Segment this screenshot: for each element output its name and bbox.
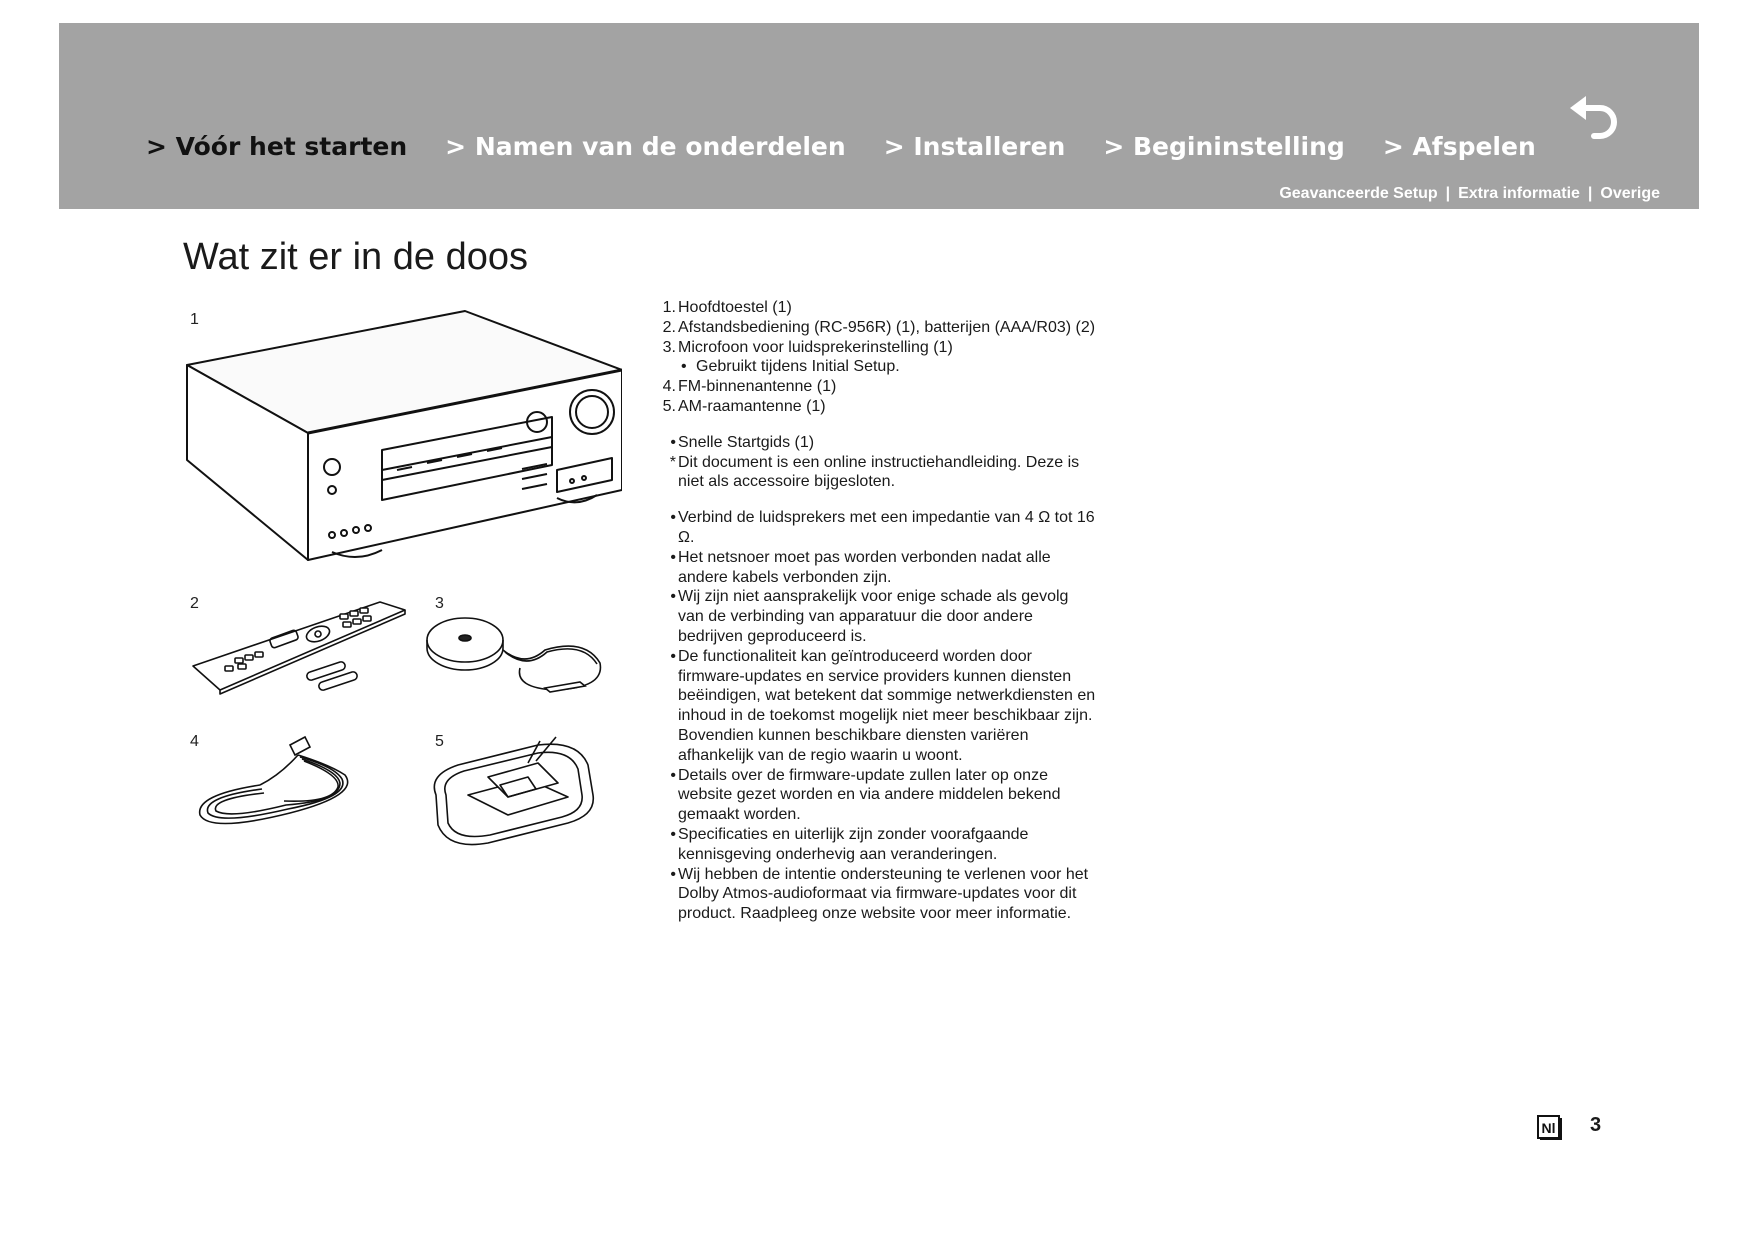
note-item: • Verbind de luidsprekers met een impedantie van 4 Ω tot 16 Ω. xyxy=(670,509,1095,546)
note-item: • De functionaliteit kan geïntroduceerd worden door firmware-updates en service providers kunnen diensten beëindigen, wat betekent dat sommige netwerkdiensten en inhoud in de toekomst mogelijk niet meer beschikbaar zijn. Bovendien kunnen beschikbare diensten variëren afhankelijk van de regio waarin u woont. xyxy=(670,647,1096,764)
av-receiver-illustration xyxy=(182,305,622,567)
language-badge xyxy=(1537,1115,1563,1141)
remote-control-illustration xyxy=(190,598,410,698)
return-arrow-icon[interactable] xyxy=(1568,96,1620,140)
footnote: * Dit document is een online instructiehandleiding. Deze is niet als accessoire bijgesloten. xyxy=(669,453,1080,491)
page-title: Wat zit er in de doos xyxy=(183,236,528,278)
figure-label-2: 2 xyxy=(190,595,199,612)
note-item: • Wij zijn niet aansprakelijk voor enige schade als gevolg van de verbinding van apparatuur die door andere bedrijven geproduceerd is. xyxy=(670,588,1069,645)
main-nav xyxy=(146,132,1536,161)
subnav-extra-informatie[interactable]: Extra informatie xyxy=(1458,185,1580,202)
subnav-separator: | xyxy=(1587,185,1593,202)
page-number: 3 xyxy=(1590,1114,1602,1136)
language-badge-label: Nl xyxy=(1541,1120,1556,1136)
list-subitem: • Gebruikt tijdens Initial Setup. xyxy=(681,358,900,376)
note-item: • Wij hebben de intentie ondersteuning te verlenen voor het Dolby Atmos-audioformaat via firmware-updates voor dit product. Raadpleeg onze website voor meer informatie. xyxy=(670,865,1089,923)
list-item: 3. Microfoon voor luidsprekerinstelling (1) xyxy=(662,338,953,356)
header-bar xyxy=(59,23,1699,209)
extra-item: • Snelle Startgids (1) xyxy=(670,433,815,451)
figure-label-1: 1 xyxy=(190,311,199,328)
figure-label-5: 5 xyxy=(435,733,444,750)
subnav-geavanceerde-setup[interactable]: Geavanceerde Setup xyxy=(1279,185,1438,202)
am-loop-antenna-illustration xyxy=(428,735,598,850)
figure-label-4: 4 xyxy=(190,733,199,750)
nav-afspelen[interactable]: > Afspelen xyxy=(1382,132,1536,161)
nav-namen-van-de-onderdelen[interactable]: > Namen van de onderdelen xyxy=(445,132,846,161)
list-item: 5. AM-raamantenne (1) xyxy=(662,397,826,415)
nav-voor-het-starten[interactable]: > Vóór het starten xyxy=(146,132,408,161)
note-item: • Specificaties en uiterlijk zijn zonder voorafgaande kennisgeving onderhevig aan veranderingen. xyxy=(670,825,1029,863)
list-item: 2. Afstandsbediening (RC-956R) (1), batterijen (AAA/R03) (2) xyxy=(662,318,1096,336)
subnav-separator: | xyxy=(1445,185,1451,202)
microphone-illustration xyxy=(425,608,610,698)
nav-begininstelling[interactable]: > Begininstelling xyxy=(1103,132,1345,161)
fm-antenna-illustration xyxy=(190,735,380,835)
sub-nav xyxy=(1279,185,1660,203)
list-item: 4. FM-binnenantenne (1) xyxy=(662,378,837,396)
figure-label-3: 3 xyxy=(435,595,444,612)
contents-text xyxy=(658,298,1098,924)
subnav-overige[interactable]: Overige xyxy=(1600,185,1660,202)
list-item: 1. Hoofdtoestel (1) xyxy=(662,299,792,316)
note-item: • Het netsnoer moet pas worden verbonden nadat alle andere kabels verbonden zijn. xyxy=(670,548,1051,586)
nav-installeren[interactable]: > Installeren xyxy=(883,132,1066,161)
note-item: • Details over de firmware-update zullen later op onze website gezet worden en via andere middelen bekend gemaakt worden. xyxy=(670,766,1061,824)
